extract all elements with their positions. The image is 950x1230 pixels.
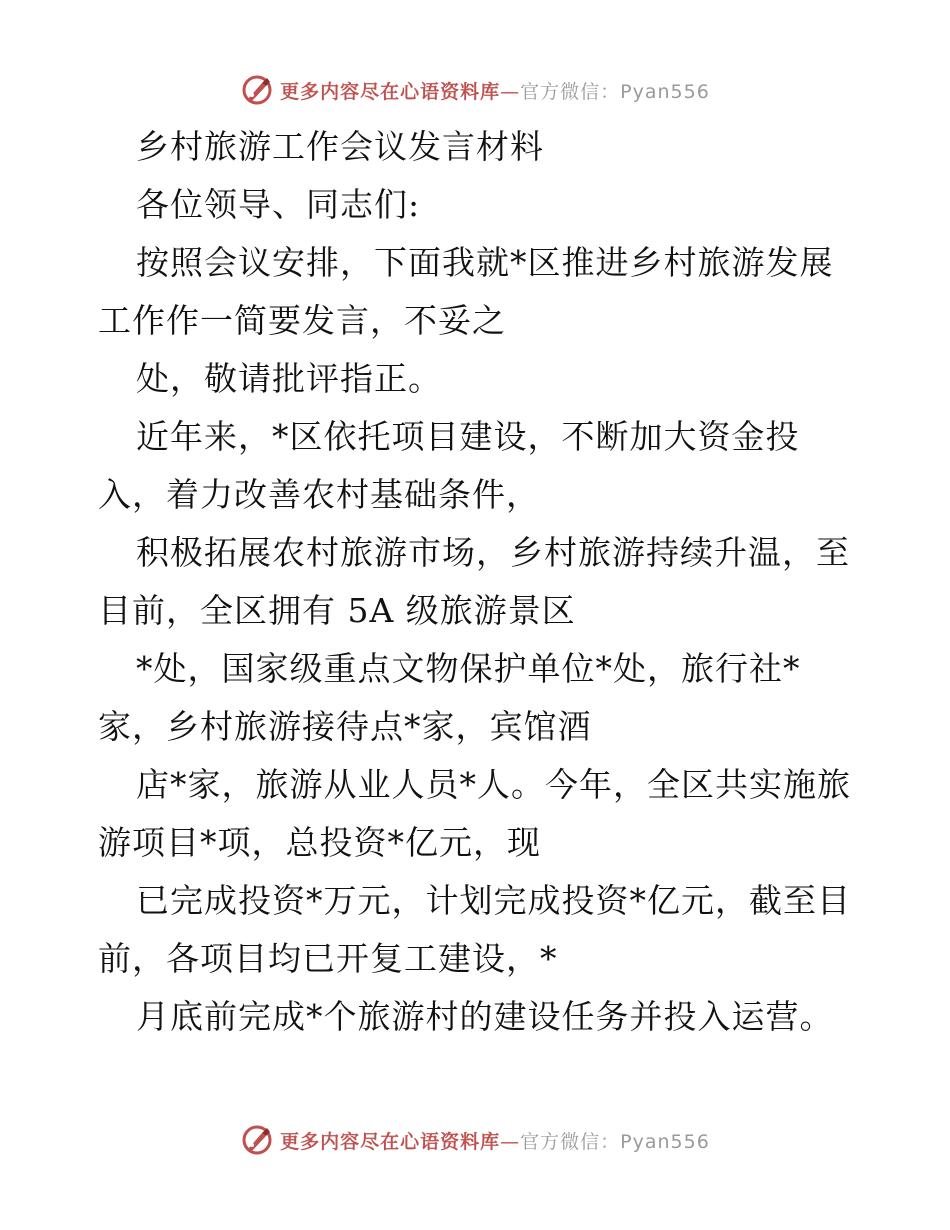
document-title: 乡村旅游工作会议发言材料 — [136, 127, 544, 166]
paragraph-line: 积极拓展农村旅游市场，乡村旅游持续升温，至 — [136, 533, 850, 572]
paragraph-line: 月底前完成*个旅游村的建设任务并投入运营。 — [136, 997, 834, 1036]
paragraph-line: 工作作一简要发言，不妥之 — [98, 301, 506, 340]
paragraph-line: 游项目*项，总投资*亿元，现 — [98, 823, 541, 862]
banner-wechat: 官方微信：Pyan556 — [520, 1130, 710, 1153]
salutation: 各位领导、同志们: — [136, 185, 421, 224]
paragraph-line: 按照会议安排，下面我就*区推进乡村旅游发展 — [136, 243, 834, 282]
banner-wechat: 官方微信：Pyan556 — [520, 80, 710, 103]
document-body — [98, 118, 868, 1046]
banner-site-name: 更多内容尽在心语资料库 — [280, 1130, 501, 1153]
footer-watermark-banner — [0, 1120, 950, 1160]
paragraph-line: 家，乡村旅游接待点*家，宾馆酒 — [98, 707, 592, 746]
paragraph-line: 入，着力改善农村基础条件， — [98, 475, 540, 514]
pen-logo-icon — [240, 1123, 274, 1157]
banner-text — [280, 1127, 710, 1154]
banner-dash: — — [500, 1130, 521, 1153]
header-watermark-banner — [0, 70, 950, 110]
banner-site-name: 更多内容尽在心语资料库 — [280, 80, 501, 103]
banner-text — [280, 77, 710, 104]
pen-logo-icon — [240, 73, 274, 107]
paragraph-line: 店*家，旅游从业人员*人。今年，全区共实施旅 — [136, 765, 851, 804]
paragraph-line: 目前，全区拥有 5A 级旅游景区 — [98, 591, 576, 630]
banner-dash: — — [500, 80, 521, 103]
paragraph-line: 近年来，*区依托项目建设，不断加大资金投 — [136, 417, 800, 456]
paragraph-line: 处，敬请批评指正。 — [136, 359, 442, 398]
paragraph-line: *处，国家级重点文物保护单位*处，旅行社* — [136, 649, 801, 688]
paragraph-line: 前，各项目均已开复工建设，* — [98, 939, 558, 978]
paragraph-line: 已完成投资*万元，计划完成投资*亿元，截至目 — [136, 881, 851, 920]
